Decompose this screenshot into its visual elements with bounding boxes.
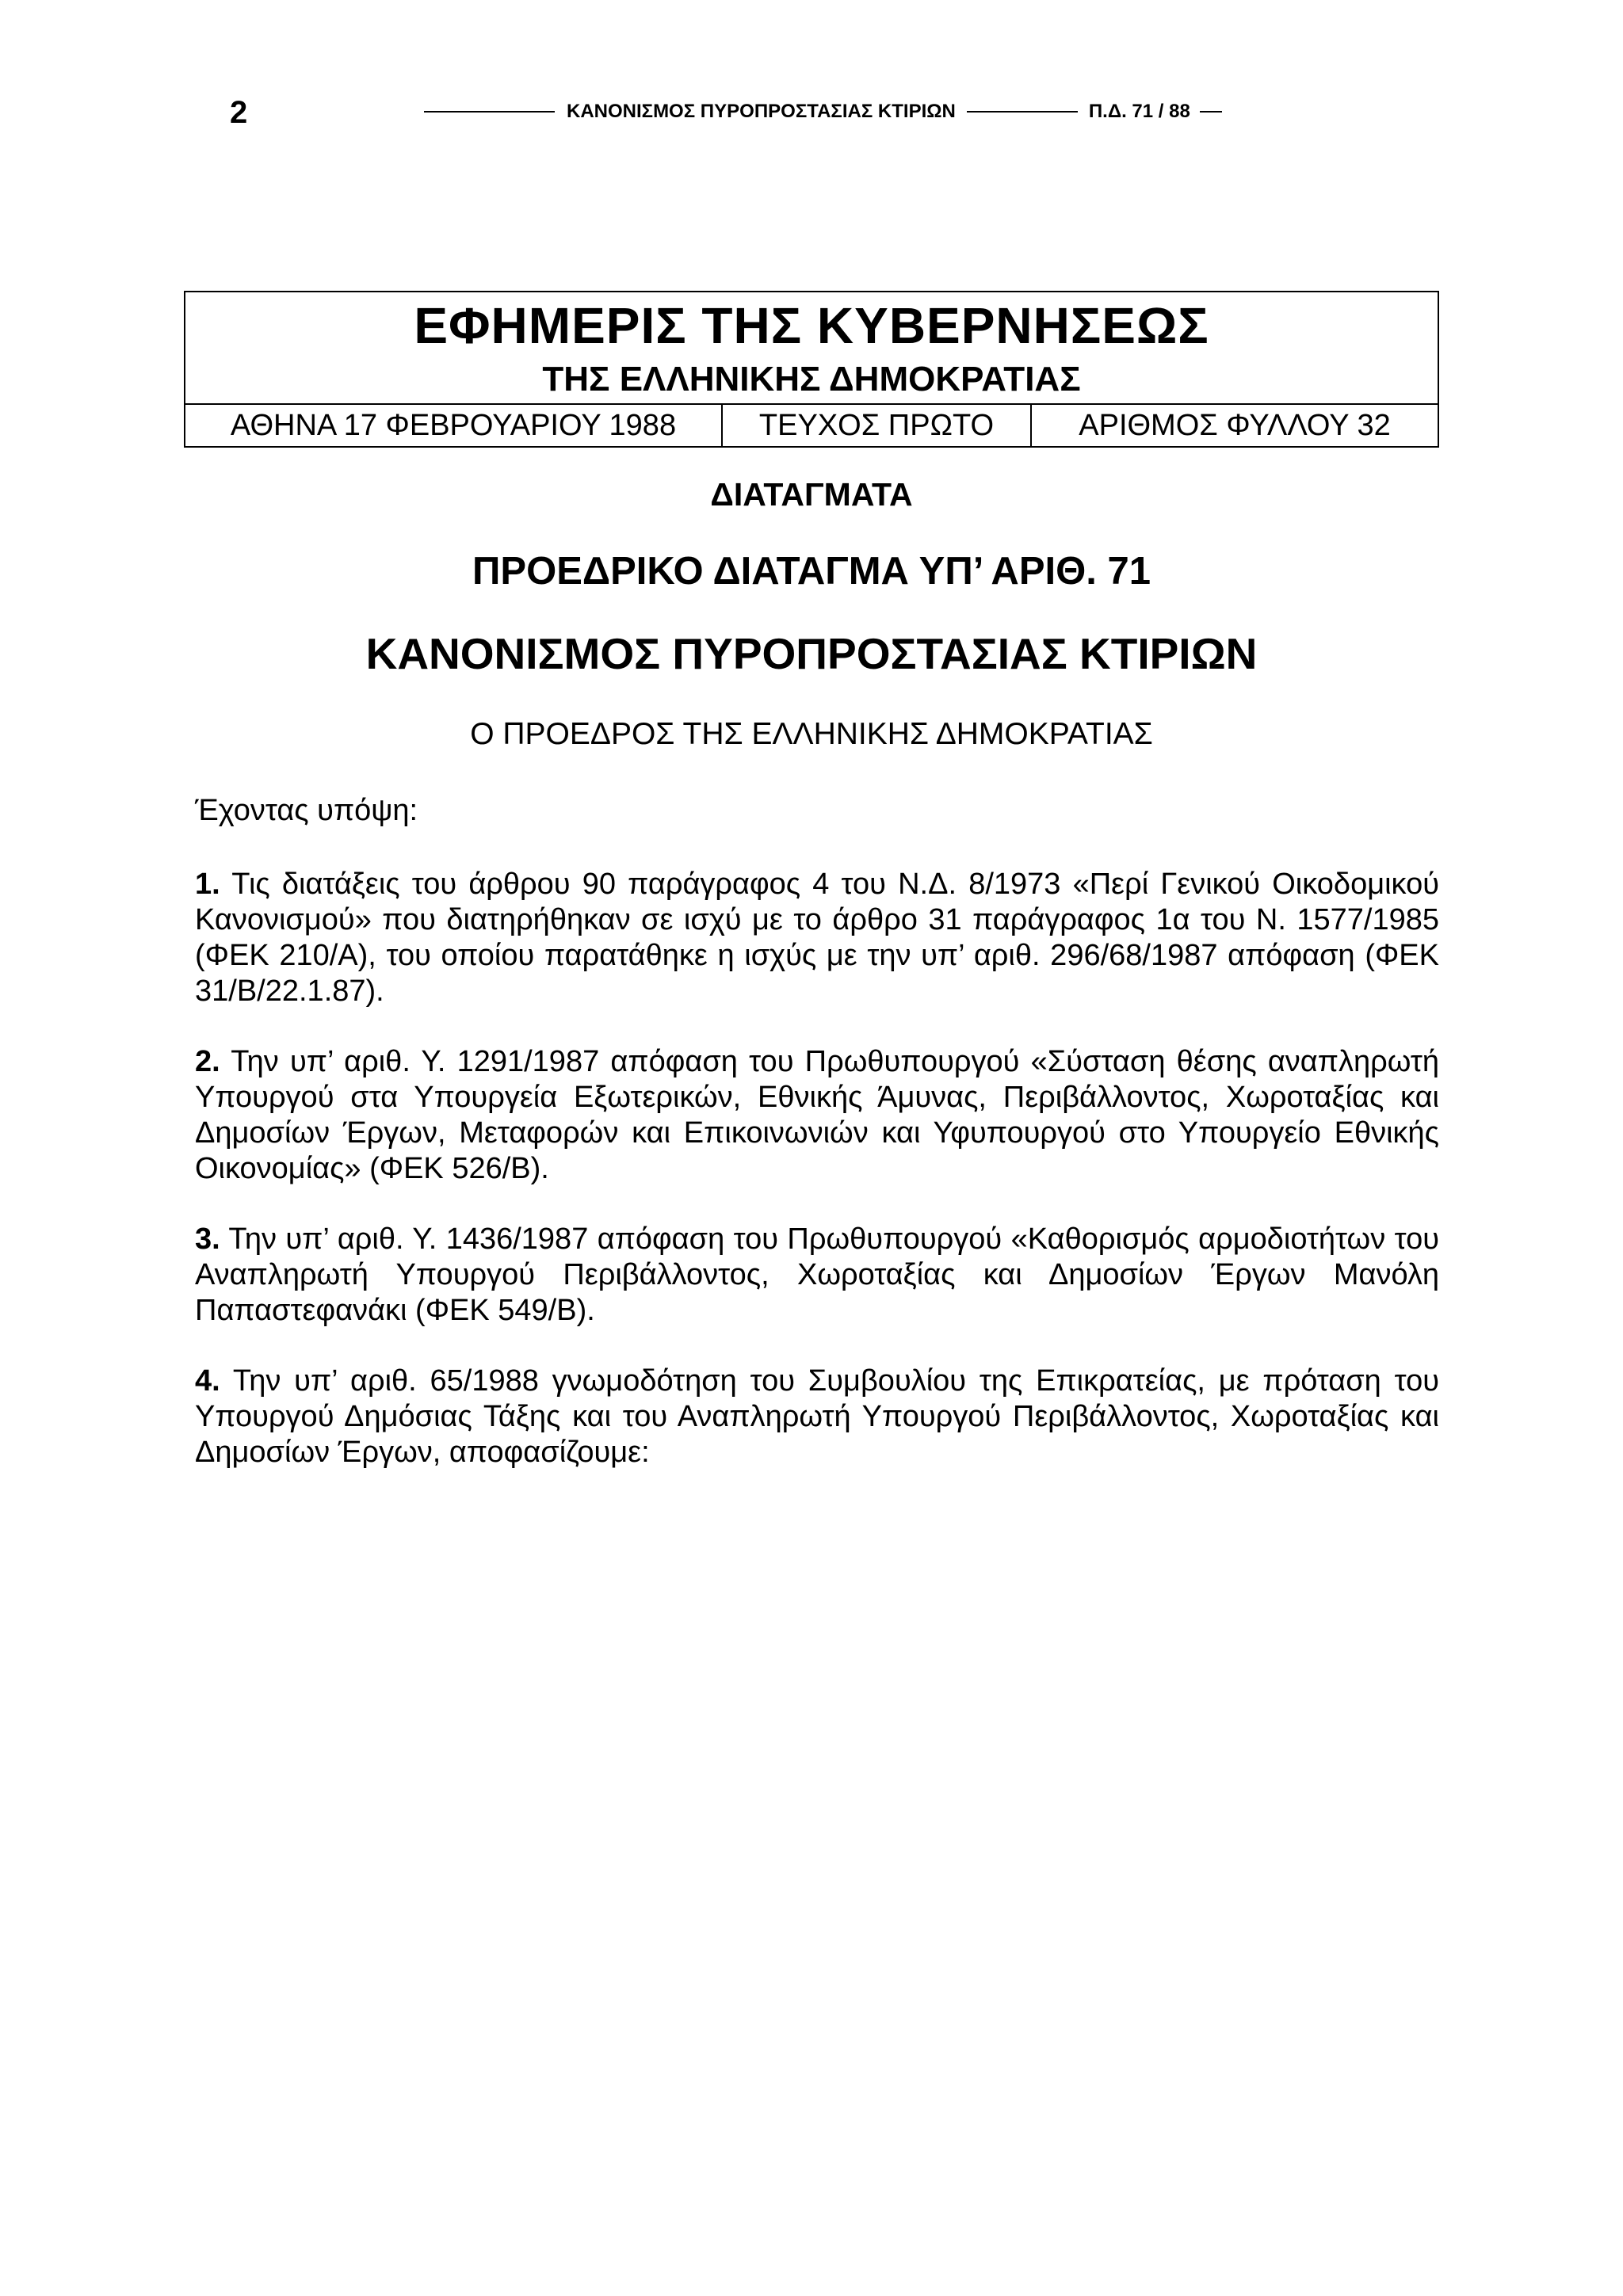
president-line: Ο ΠΡΟΕΔΡΟΣ ΤΗΣ ΕΛΛΗΝΙΚΗΣ ΔΗΜΟΚΡΑΤΙΑΣ [470, 717, 1153, 751]
paragraph-text: Τις διατάξεις του άρθρου 90 παράγραφος 4 του Ν.Δ. 8/1973 «Περί Γενικού Οικοδομικού Κανονισμού» που διατηρήθηκαν σε ισχύ με το άρθρο 31 παράγραφος 1α του Ν. 1577/1985 (ΦΕΚ 210/Α), του οποίου παρατάθηκε η ισχύς με την υπ’ αριθ. 296/68/1987 απόφαση (ΦΕΚ 31/Β/22.1.87). [195, 868, 1439, 1008]
document-title: ΚΑΝΟΝΙΣΜΟΣ ΠΥΡΟΠΡΟΣΤΑΣΙΑΣ ΚΤΙΡΙΩΝ [365, 629, 1258, 678]
paragraph [195, 1044, 1439, 1187]
paragraph-number: 4. [195, 1364, 220, 1398]
header-rule [1200, 111, 1222, 113]
header-rule [424, 111, 555, 113]
paragraph [195, 1363, 1439, 1470]
masthead-sheet-number: ΑΡΙΘΜΟΣ ΦΥΛΛΟΥ 32 [1030, 405, 1438, 446]
running-header-reference: Π.Δ. 71 / 88 [1088, 101, 1190, 122]
running-header [424, 98, 1222, 125]
masthead-title: ΕΦΗΜΕΡΙΣ ΤΗΣ ΚΥΒΕΡΝΗΣΕΩΣ [414, 297, 1209, 354]
considering-label: Έχοντας υπόψη: [195, 794, 418, 827]
paragraph [195, 1222, 1439, 1329]
running-header-title: ΚΑΝΟΝΙΣΜΟΣ ΠΥΡΟΠΡΟΣΤΑΣΙΑΣ ΚΤΙΡΙΩΝ [567, 101, 956, 122]
paragraph-number: 2. [195, 1045, 220, 1078]
paragraph-text: Την υπ’ αριθ. Υ. 1291/1987 απόφαση του Πρωθυπουργού «Σύσταση θέσης αναπληρωτή Υπουργού στα Υπουργεία Εξωτερικών, Εθνικής Άμυνας, Περιβάλλοντος, Χωροταξίας και Δημοσίων Έργων, Μεταφορών και Επικοινωνιών και Υφυπουργού στο Υπουργείο Εθνικής Οικονομίας» (ΦΕΚ 526/Β). [195, 1045, 1439, 1185]
masthead-subtitle: ΤΗΣ ΕΛΛΗΝΙΚΗΣ ΔΗΜΟΚΡΑΤΙΑΣ [542, 360, 1081, 399]
header-rule [967, 111, 1078, 113]
paragraph-number: 3. [195, 1222, 220, 1256]
decree-heading: ΠΡΟΕΔΡΙΚΟ ΔΙΑΤΑΓΜΑ ΥΠ’ ΑΡΙΘ. 71 [472, 550, 1151, 593]
masthead-date: ΑΘΗΝΑ 17 ΦΕΒΡΟΥΑΡΙΟΥ 1988 [230, 409, 677, 442]
paragraph-text: Την υπ’ αριθ. Υ. 1436/1987 απόφαση του Πρωθυπουργού «Καθορισμός αρμοδιοτήτων του Αναπληρωτή Υπουργού Περιβάλλοντος, Χωροταξίας και Δημοσίων Έργων Μανόλη Παπαστεφανάκι (ΦΕΚ 549/Β). [195, 1222, 1439, 1327]
paragraph-number: 1. [195, 868, 220, 901]
paragraph [195, 867, 1439, 1009]
gazette-masthead [184, 291, 1439, 448]
page-number: 2 [230, 95, 248, 130]
masthead-info-row [185, 403, 1438, 446]
section-heading: ΔΙΑΤΑΓΜΑΤΑ [710, 476, 913, 513]
paragraph-text: Την υπ’ αριθ. 65/1988 γνωμοδότηση του Συμβουλίου της Επικρατείας, με πρόταση του Υπουργού Δημόσιας Τάξης και του Αναπληρωτή Υπουργού Περιβάλλοντος, Χωροταξίας και Δημοσίων Έργων, αποφασίζουμε: [195, 1364, 1439, 1469]
masthead-issue: ΤΕΥΧΟΣ ΠΡΩΤΟ [721, 405, 1030, 446]
